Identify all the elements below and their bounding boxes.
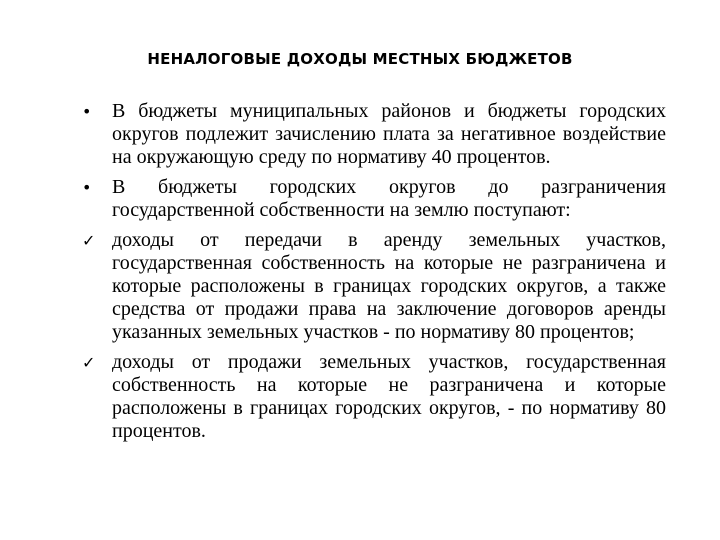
list-item: [78, 100, 666, 169]
list-item-text: доходы от продажи земельных участков, государственная собственность на которые не разграничена и которые расположены в границах городских округов, - по нормативу 80 процентов.: [112, 351, 666, 442]
list-item: [78, 176, 666, 222]
checkmark-icon: ✓: [82, 353, 96, 372]
bullet-icon: •: [82, 178, 92, 197]
bullet-list: [78, 100, 666, 450]
list-item-text: доходы от передачи в аренду земельных участков, государственная собственность на которые не разграничена и которые расположены в границах городских округов, а также средства от продажи права на заключение договоров аренды указанных земельных участков - по нормативу 80 процентов;: [112, 229, 666, 343]
list-item-text: В бюджеты муниципальных районов и бюджеты городских округов подлежит зачислению плата за негативное воздействие на окружающую среду по нормативу 40 процентов.: [112, 100, 666, 168]
list-item: [78, 351, 666, 443]
checkmark-icon: ✓: [82, 231, 96, 250]
slide-title: НЕНАЛОГОВЫЕ ДОХОДЫ МЕСТНЫХ БЮДЖЕТОВ: [147, 50, 573, 68]
bullet-icon: •: [82, 102, 92, 121]
list-item-text: В бюджеты городских округов до разграничения государственной собственности на землю поступают:: [112, 176, 666, 221]
list-item: [78, 229, 666, 344]
